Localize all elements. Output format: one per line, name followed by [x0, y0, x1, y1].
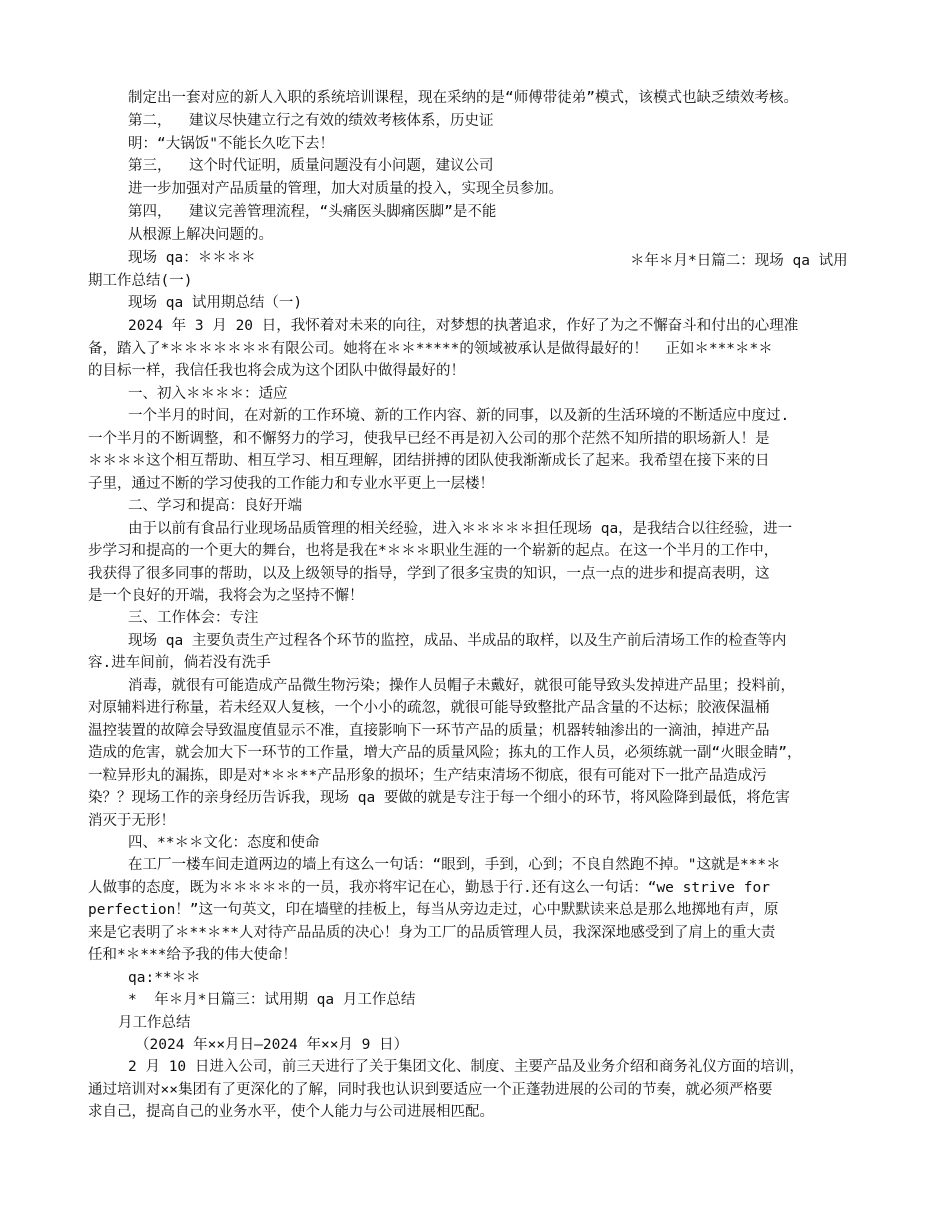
text-line: 在工厂一楼车间走道两边的墙上有这么一句话：“眼到，手到，心到；不良自然跑不掉。"这就是***＊	[128, 857, 781, 873]
text-line: 染？？现场工作的亲身经历告诉我，现场 qa 要做的就是专注于每一个细小的环节，将风险降到最低，将危害	[88, 790, 790, 806]
text-line: 制定出一套对应的新人入职的系统培训课程，现在采纳的是“师傅带徒弟”模式，该模式也缺乏绩效考核。	[128, 90, 798, 106]
subheading: 二、学习和提高：良好开端	[128, 498, 302, 514]
text-line: 现场 qa：＊＊＊＊	[128, 250, 256, 266]
section-heading: 期工作总结(一)	[88, 273, 193, 289]
text-line: 容.进车间前，倘若没有洗手	[88, 655, 271, 671]
text-line: 由于以前有食品行业现场品质管理的相关经验，进入＊＊＊＊＊担任现场 qa，是我结合以往经验，进一	[128, 521, 793, 537]
section-heading: 月工作总结	[118, 1015, 191, 1031]
text-line: 进一步加强对产品质量的管理，加大对质量的投入，实现全员参加。	[128, 181, 563, 197]
text-line: 第三， 这个时代证明，质量问题没有小问题，建议公司	[128, 158, 494, 174]
text-line: 子里，通过不断的学习使我的工作能力和专业水平更上一层楼！	[88, 476, 494, 492]
text-line: 人做事的态度，既为＊＊＊＊＊的一员，我亦将牢记在心，勤恳于行.还有这么一句话：“we strive for	[88, 880, 770, 896]
signature-line: qa:**＊＊	[128, 970, 201, 986]
text-line: 一个半月的不断调整，和不懈努力的学习，使我早已经不再是初入公司的那个茫然不知所措的职场新人！是	[88, 431, 770, 447]
text-line: 2 月 10 日进入公司，前三天进行了关于集团文化、制度、主要产品及业务介绍和商务礼仪方面的培训，	[128, 1059, 804, 1075]
text-line: 备，踏入了*＊＊＊＊＊＊＊有限公司。她将在＊＊*****的领域被承认是做得最好的！ 正如＊***＊*＊	[88, 341, 773, 357]
text-line: 明：“大锅饭"不能长久吃下去！	[128, 136, 334, 152]
text-line: perfection！”这一句英文，印在墙壁的挂板上，每当从旁边走过，心中默默读来总是那么地掷地有声，原	[88, 902, 779, 918]
text-line: 现场 qa 主要负责生产过程各个环节的监控，成品、半成品的取样，以及生产前后清场工作的检查等内	[128, 633, 787, 649]
text-line: 消灭于无形！	[88, 813, 175, 829]
text-line: 通过培训对××集团有了更深化的了解，同时我也认识到要适应一个正蓬勃进展的公司的节奏，就必须严格要	[88, 1082, 773, 1098]
text-line: 一个半月的时间，在对新的工作环境、新的工作内容、新的同事，以及新的生活环境的不断适应中度过.	[128, 408, 790, 424]
text-line: 我获得了很多同事的帮助，以及上级领导的指导，学到了很多宝贵的知识，一点一点的进步和提高表明，这	[88, 566, 770, 582]
text-line: 第二， 建议尽快建立行之有效的绩效考核体系，历史证	[128, 113, 494, 129]
text-line: 来是它表明了＊**＊**人对待产品品质的决心！身为工厂的品质管理人员，我深深地感受到了肩上的重大责	[88, 925, 776, 941]
text-line: 造成的危害，就会加大下一环节的工作量，增大产品的质量风险；拣丸的工作人员，必须练就一副“火眼金睛”，	[88, 745, 802, 761]
text-line: 是一个良好的开端，我将会为之坚持不懈！	[88, 588, 364, 604]
subheading: 一、初入＊＊＊＊：适应	[128, 386, 288, 402]
text-line: 第四， 建议完善管理流程，“头痛医头脚痛医脚”是不能	[128, 204, 497, 220]
text-line: 任和*＊***给予我的伟大使命！	[88, 947, 297, 963]
text-line: 一粒异形丸的漏拣，即是对*＊＊**产品形象的损坏；生产结束清场不彻底，很有可能对下一批产品造成污	[88, 768, 767, 784]
text-line: 步学习和提高的一个更大的舞台，也将是我在*＊＊＊职业生涯的一个崭新的起点。在这一个半月的工作中，	[88, 543, 779, 559]
text-line: 从根源上解决问题的。	[128, 227, 273, 243]
text-line: 消毒，就很有可能造成产品微生物污染；操作人员帽子未戴好，就很可能导致头发掉进产品里；投料前，	[128, 678, 795, 694]
date-line: ＊年＊月*日篇二：现场 qa 试用	[630, 253, 848, 269]
text-line: 求自己，提高自己的业务水平，使个人能力与公司进展相匹配。	[88, 1104, 494, 1120]
subheading: 三、工作体会：专注	[128, 610, 259, 626]
text-line: ＊＊＊＊这个相互帮助、相互学习、相互理解，团结拼搏的团队使我渐渐成长了起来。我希望在接下来的日	[88, 453, 770, 469]
subheading: 四、**＊＊文化：态度和使命	[128, 835, 320, 851]
text-line: 温控装置的故障会导致温度值显示不准，直接影响下一环节产品的质量；机器转轴渗出的一滴油，掉进产品	[88, 723, 770, 739]
text-line: 的目标一样，我信任我也将会成为这个团队中做得最好的！	[88, 363, 465, 379]
section-heading: 现场 qa 试用期总结（一)	[128, 295, 303, 311]
text-line: 对原辅料进行称量，若未经双人复核，一个小小的疏忽，就很可能导致整批产品含量的不达标；胶液保温桶	[88, 700, 770, 716]
date-line: * 年＊月*日篇三：试用期 qa 月工作总结	[128, 992, 416, 1008]
text-line: 2024 年 3 月 20 日，我怀着对未来的向往，对梦想的执著追求，作好了为之不懈奋斗和付出的心理准	[128, 318, 799, 334]
date-range: （2024 年××月日—2024 年××月 9 日）	[135, 1037, 409, 1053]
